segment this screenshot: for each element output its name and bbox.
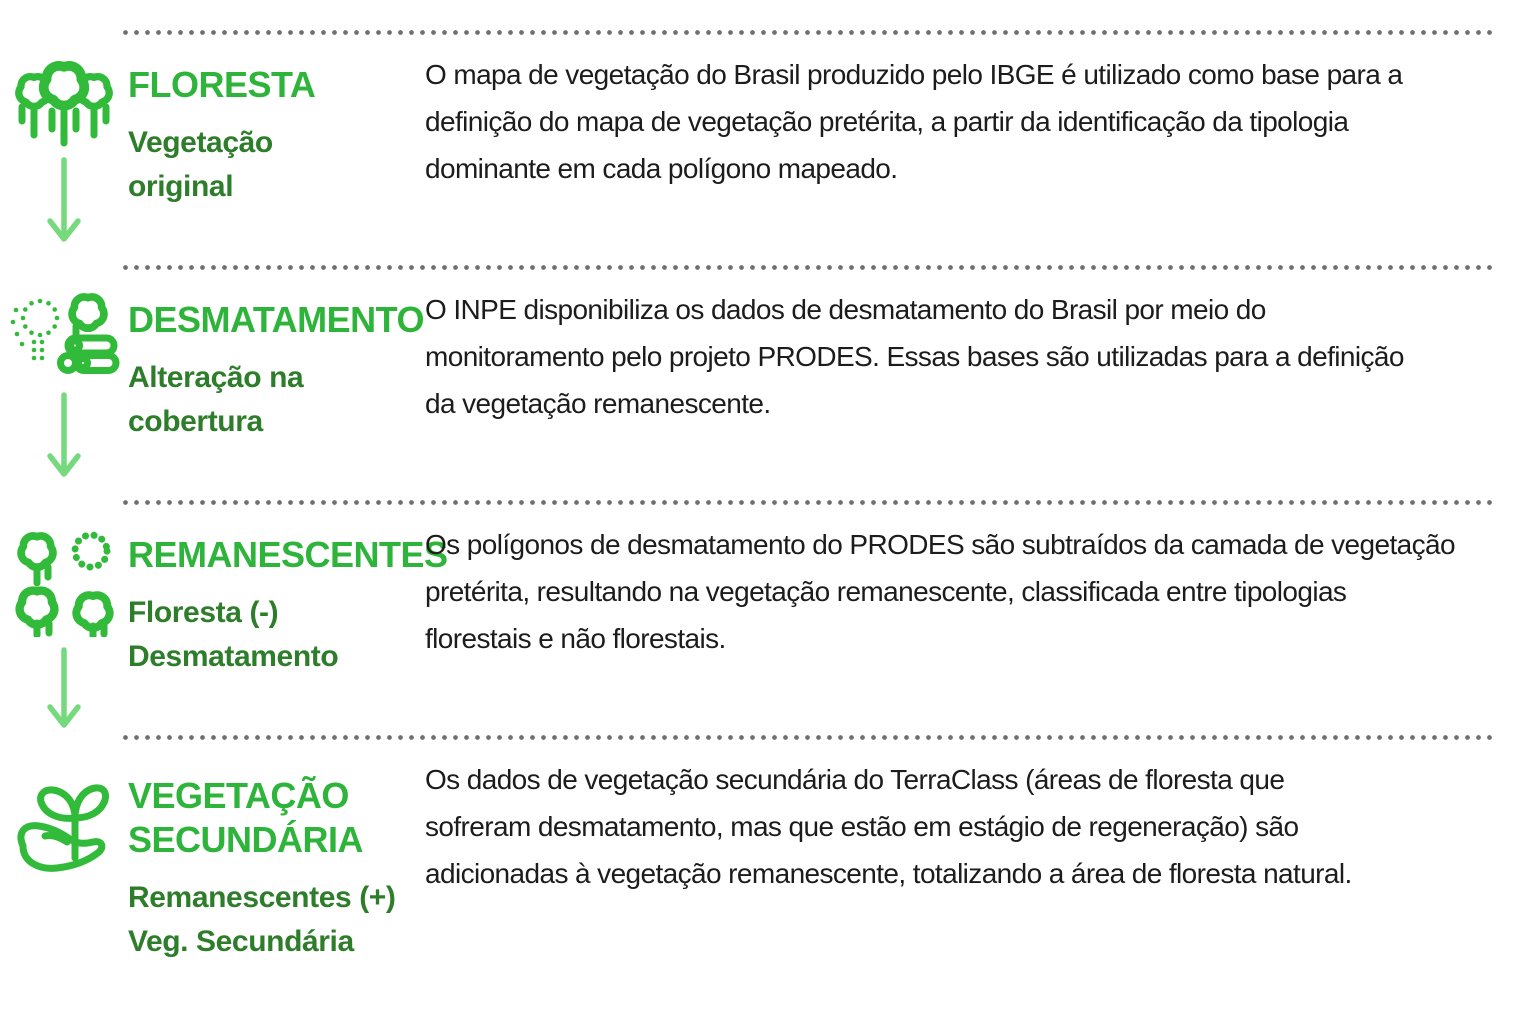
down-arrow-icon bbox=[44, 647, 84, 735]
description-column bbox=[425, 35, 1520, 265]
section-title: DESMATAMENTO bbox=[128, 299, 424, 340]
paragraph-line: Os polígonos de desmatamento do PRODES são subtraídos da camada de vegetação bbox=[425, 529, 1455, 560]
subtitle-line: Floresta (-) bbox=[128, 596, 279, 629]
subtitle-line: Vegetação bbox=[128, 126, 273, 159]
description-column bbox=[425, 740, 1520, 1008]
paragraph-line: O mapa de vegetação do Brasil produzido pelo IBGE é utilizado como base para a bbox=[425, 59, 1403, 90]
section-title: REMANESCENTES bbox=[128, 534, 448, 575]
paragraph-line: adicionadas à vegetação remanescente, totalizando a área de floresta natural. bbox=[425, 858, 1352, 889]
remnant-trees-icon bbox=[11, 525, 117, 637]
section-title: FLORESTA bbox=[128, 64, 316, 105]
title-column bbox=[128, 35, 425, 265]
deforestation-logs-icon bbox=[8, 290, 120, 382]
icon-column bbox=[0, 35, 128, 265]
subtitle-line: Veg. Secundária bbox=[128, 925, 354, 958]
down-arrow-icon bbox=[44, 157, 84, 249]
paragraph-line: definição do mapa de vegetação pretérita, a partir da identificação da tipologia bbox=[425, 106, 1349, 137]
subtitle-line: cobertura bbox=[128, 405, 263, 438]
dispersing-dots bbox=[11, 299, 60, 361]
paragraph-line: Os dados de vegetação secundária do TerraClass (áreas de floresta que bbox=[425, 764, 1285, 795]
forest-trees-icon bbox=[8, 55, 120, 147]
subtitle-line: Desmatamento bbox=[128, 640, 339, 673]
section-subtitle bbox=[128, 876, 417, 964]
paragraph-line: monitoramento pelo projeto PRODES. Essas bases são utilizadas para a definição bbox=[425, 341, 1404, 372]
section-title: VEGETAÇÃO bbox=[128, 775, 349, 816]
down-arrow-icon bbox=[44, 392, 84, 484]
section-subtitle bbox=[128, 356, 417, 444]
paragraph-line: pretérita, resultando na vegetação remanescente, classificada entre tipologias bbox=[425, 576, 1347, 607]
subtitle-line: original bbox=[128, 170, 234, 203]
title-column bbox=[128, 740, 425, 1008]
icon-column bbox=[0, 740, 128, 1008]
section-title: SECUNDÁRIA bbox=[128, 819, 364, 860]
title-column bbox=[128, 505, 448, 735]
section-desmatamento bbox=[0, 265, 1520, 500]
paragraph-line: florestais e não florestais. bbox=[425, 623, 726, 654]
section-remanescentes bbox=[0, 500, 1520, 735]
paragraph-line: O INPE disponibiliza os dados de desmatamento do Brasil por meio do bbox=[425, 294, 1266, 325]
subtitle-line: Remanescentes (+) bbox=[128, 881, 396, 914]
section-floresta bbox=[0, 30, 1520, 265]
description-column bbox=[425, 270, 1520, 500]
section-subtitle bbox=[128, 121, 417, 209]
subtitle-line: Alteração na bbox=[128, 361, 304, 394]
icon-column bbox=[0, 270, 128, 500]
paragraph-line: sofreram desmatamento, mas que estão em estágio de regeneração) são bbox=[425, 811, 1299, 842]
paragraph-line: dominante em cada polígono mapeado. bbox=[425, 153, 898, 184]
title-column bbox=[128, 270, 425, 500]
section-subtitle bbox=[128, 591, 417, 679]
hand-sprout-icon bbox=[11, 774, 117, 882]
section-vegetacao-secundaria bbox=[0, 735, 1520, 1008]
icon-column bbox=[0, 505, 128, 735]
paragraph-line: da vegetação remanescente. bbox=[425, 388, 771, 419]
description-column bbox=[425, 505, 1520, 735]
